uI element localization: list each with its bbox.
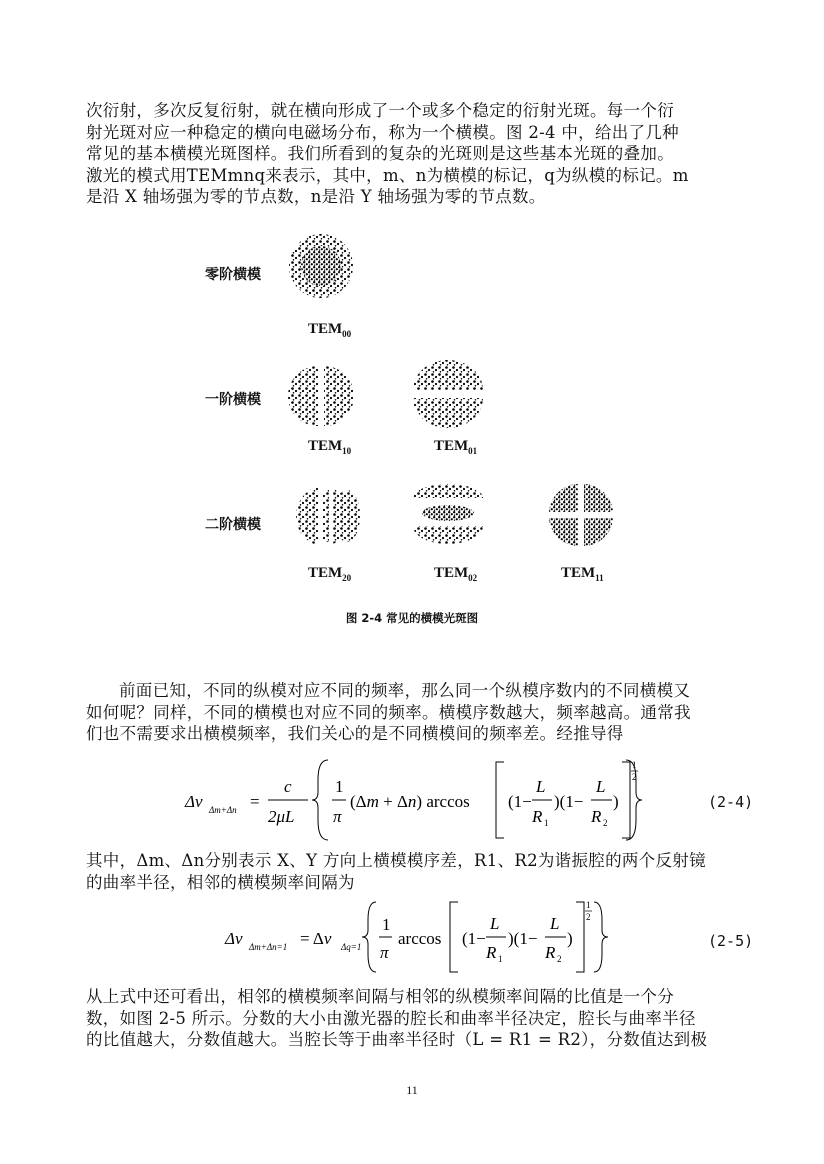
svg-text:)(1−: )(1− (554, 792, 584, 811)
row-label-zero-order: 零阶横模 (205, 267, 261, 283)
svg-text:R: R (486, 943, 497, 962)
svg-text:2: 2 (632, 772, 637, 782)
figure-caption: 图 2-4 常见的横模光斑图 (345, 611, 479, 625)
equation-2-4-brace-close (622, 752, 642, 844)
tem10-pattern (288, 366, 354, 426)
svg-text:R: R (591, 807, 602, 826)
text-line: 的曲率半径，相邻的横模频率间隔为 (86, 872, 355, 892)
svg-text:1: 1 (382, 915, 391, 934)
equation-number-2-5: (2-5) (708, 932, 754, 950)
paragraph-1 (86, 100, 756, 208)
svg-text:R: R (532, 807, 543, 826)
svg-text:1: 1 (632, 760, 637, 770)
mode-label-tem02: $TEM_{02}$ (434, 565, 478, 583)
text-line: 从上式中还可看出，相邻的横模频率间隔与相邻的纵模频率间隔的比值是一个分 (86, 987, 674, 1006)
text-line: 的比值越大，分数值越大。当腔长等于曲率半径时（L = R1 = R2），分数值达到极 (86, 1030, 708, 1049)
svg-text:Δν: Δν (185, 792, 203, 811)
svg-text:(1−: (1− (462, 929, 486, 948)
text-line: 次衍射，多次反复衍射，就在横向形成了一个或多个稳定的衍射光斑。每一个衍 (86, 101, 674, 120)
svg-text:L: L (536, 777, 546, 796)
svg-text:(1−: (1− (508, 792, 532, 811)
row-label-second-order: 二阶横模 (205, 517, 261, 533)
svg-text:π: π (333, 807, 342, 826)
svg-text:Δm+Δn=1: Δm+Δn=1 (249, 942, 288, 952)
svg-text:R: R (545, 943, 556, 962)
mode-label-tem20: $TEM_{20}$ (308, 565, 352, 583)
mode-label-tem01: $TEM_{01}$ (434, 438, 478, 456)
equation-number-2-4: (2-4) (708, 793, 754, 811)
svg-text:Δν: Δν (225, 929, 243, 948)
paragraph-4 (86, 986, 756, 1051)
svg-text:arccos: arccos (398, 929, 442, 948)
text-line: 激光的模式用TEMmnq来表示，其中，m、n为横模的标记，q为纵模的标记。m (86, 165, 689, 185)
svg-text:1: 1 (544, 818, 549, 828)
svg-text:1: 1 (498, 954, 503, 964)
text-line: 如何呢？同样，不同的横模也对应不同的频率。横模序数越大，频率越高。通常我 (86, 702, 691, 722)
svg-text:): ) (613, 792, 619, 811)
tem02-pattern (413, 484, 483, 544)
figure-transverse-modes (193, 226, 640, 604)
tem01-pattern (413, 360, 483, 428)
svg-text:2: 2 (586, 912, 591, 922)
equation-2-5 (220, 896, 610, 978)
svg-text:Δq=1: Δq=1 (341, 942, 362, 952)
svg-text:1: 1 (335, 777, 344, 796)
equation-2-4 (180, 752, 640, 844)
text-line: 们也不需要求出横模频率，我们关心的是不同横模间的频率差。经推导得 (86, 724, 624, 743)
tem00-pattern (289, 234, 353, 298)
svg-text:= Δν: = Δν (300, 929, 332, 948)
svg-text:L: L (550, 914, 560, 933)
tem11-pattern (549, 484, 613, 546)
svg-text:2: 2 (603, 818, 608, 828)
text-line: 常见的基本横模光斑图样。我们所看到的复杂的光斑则是这些基本光斑的叠加。 (86, 144, 674, 163)
svg-text:(Δm + Δn) arccos: (Δm + Δn) arccos (350, 792, 470, 811)
mode-label-tem00: $TEM_{00}$ (308, 321, 352, 339)
svg-text:π: π (380, 943, 389, 962)
svg-text:L: L (490, 914, 500, 933)
svg-text:Δm+Δn: Δm+Δn (209, 805, 237, 815)
tem20-pattern (296, 488, 360, 544)
svg-text:c: c (284, 777, 292, 796)
text-line: 射光斑对应一种稳定的横向电磁场分布，称为一个横模。图 2-4 中，给出了几种 (86, 122, 679, 142)
page-number: 11 (406, 1083, 418, 1097)
svg-text:2: 2 (557, 954, 562, 964)
text-line: 其中，Δm、Δn分别表示 X、Y 方向上横模模序差，R1、R2为谐振腔的两个反射镜 (86, 851, 706, 870)
mode-label-tem11: $TEM_{11}$ (561, 565, 604, 583)
svg-text:1: 1 (586, 900, 591, 910)
row-label-first-order: 一阶横模 (205, 392, 261, 408)
paragraph-2 (86, 680, 756, 745)
text-line: 数，如图 2-5 所示。分数的大小由激光器的腔长和曲率半径决定，腔长与曲率半径 (86, 1008, 696, 1028)
text-line: 是沿 X 轴场强为零的节点数，n是沿 Y 轴场强为零的节点数。 (86, 187, 546, 206)
svg-text:)(1−: )(1− (508, 929, 538, 948)
svg-text:=: = (250, 792, 260, 811)
svg-text:L: L (596, 777, 606, 796)
mode-label-tem10: $TEM_{10}$ (308, 438, 352, 456)
paragraph-3 (86, 850, 756, 893)
text-line: 前面已知，不同的纵模对应不同的频率，那么同一个纵模序数内的不同横模又 (119, 681, 691, 700)
svg-text:2μL: 2μL (268, 807, 295, 826)
svg-text:): ) (567, 929, 573, 948)
